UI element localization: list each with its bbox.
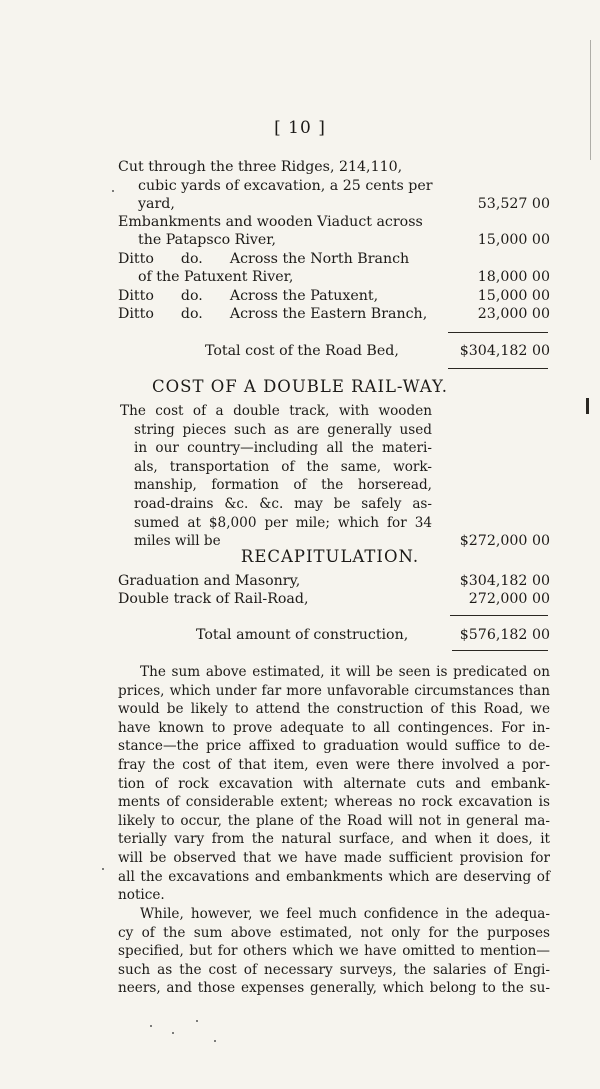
text-line: specified, but for others which we have omitted to mention— [118,943,550,960]
road-total-amount: $304,182 00 [459,343,550,359]
double-track-paragraph [120,402,432,551]
cost-row [118,231,550,250]
cost-row-text: the Patapsco River, [138,232,276,248]
text-line: in our country—including all the materi- [134,440,432,457]
cost-row [118,195,550,214]
cost-row-text: cubic yards of excavation, a 25 cents per [138,178,433,194]
scan-speck [102,868,104,870]
text-line: would be likely to attend the construction of this Road, we [118,701,550,718]
text-line: have known to prove adequate to all contingences. For in- [118,719,550,736]
recap-row [118,590,550,609]
cost-row [118,177,550,196]
text-line: string pieces such as are generally used [134,421,432,438]
cost-row [118,287,550,306]
text-line: ments of considerable extent; whereas no rock excavation is [118,794,550,811]
text-line: manship, formation of the horseread, [134,477,432,494]
recap-row [118,572,550,591]
text-line: notice. [118,887,165,904]
road-total-label: Total cost of the Road Bed, [205,343,399,359]
road-total-row [205,342,550,361]
cost-row-amount: 18,000 00 [477,269,550,285]
cost-row-text: Embankments and wooden Viaduct across [118,214,423,230]
cost-row-amount: 23,000 00 [477,306,550,322]
sum-rule [448,368,548,369]
cost-row-text: yard, [138,196,175,212]
scan-speck [214,1040,216,1042]
construction-total-label: Total amount of construction, [196,627,409,643]
text-line: stance—the price affixed to graduation would suffice to de- [118,738,550,755]
cost-row-amount: 15,000 00 [477,288,550,304]
cost-row-amount: 53,527 00 [477,196,550,212]
cost-row [118,250,550,269]
text-line: prices, which under far more unfavorable circumstances than [118,682,550,699]
scan-speck [196,1020,198,1022]
sum-rule [450,615,548,616]
text-line: cy of the sum above estimated, not only for the purposes [118,924,550,941]
text-line: miles will be [134,533,221,550]
text-line: tion of rock excavation with alternate cuts and embank- [118,775,550,792]
text-line: The sum above estimated, it will be seen is predicated on [140,664,550,680]
cost-row [118,158,550,177]
recap-amount: $304,182 00 [459,573,550,589]
heading-double-railway: COST OF A DOUBLE RAIL-WAY. [151,377,448,396]
recap-label: Double track of Rail-Road, [118,591,309,607]
cost-row [118,213,550,232]
cost-row-text: Ditto do. Across the Eastern Branch, [118,306,428,322]
text-line: such as the cost of necessary surveys, the salaries of Engi- [118,961,550,978]
scan-speck [150,1025,152,1027]
recap-amount: 272,000 00 [468,591,550,607]
body-paragraph [118,663,550,905]
scan-mark [590,40,591,160]
text-line: all the excavations and embankments which are deserving of [118,868,550,885]
heading-recapitulation: RECAPITULATION. [240,547,420,566]
text-line: sumed at $8,000 per mile; which for 34 [134,514,432,531]
scan-speck [172,1032,174,1034]
cost-row [118,305,550,324]
text-line: neers, and those expenses generally, which belong to the su- [118,980,550,997]
text-line: will be observed that we have made sufficient provision for [118,849,550,866]
body-paragraph [118,905,550,998]
page-number: [ 10 ] [274,118,326,138]
cost-row-text: of the Patuxent River, [138,269,294,285]
scan-mark [586,398,589,414]
construction-total-row [196,626,550,645]
sum-rule [452,650,548,651]
double-track-amount: $272,000 00 [459,533,550,549]
text-line: terially vary from the natural surface, and when it does, it [118,831,550,848]
cost-row [118,268,550,287]
cost-row-text: Ditto do. Across the Patuxent, [118,288,379,304]
text-line: fray the cost of that item, even were there involved a por- [118,756,550,773]
text-line: road-drains &c. &c. may be safely as- [134,495,432,512]
text-line: als, transportation of the same, work- [134,458,432,475]
text-line: likely to occur, the plane of the Road will not in general ma- [118,812,550,829]
scan-speck [112,190,114,192]
construction-total-amount: $576,182 00 [459,627,550,643]
text-line: The cost of a double track, with wooden [120,403,432,419]
cost-row-text: Ditto do. Across the North Branch [118,251,410,267]
cost-row-text: Cut through the three Ridges, 214,110, [118,159,403,175]
text-line: While, however, we feel much confidence in the adequa- [140,906,550,922]
recap-label: Graduation and Masonry, [118,573,301,589]
cost-row-amount: 15,000 00 [477,232,550,248]
sum-rule [448,332,548,333]
